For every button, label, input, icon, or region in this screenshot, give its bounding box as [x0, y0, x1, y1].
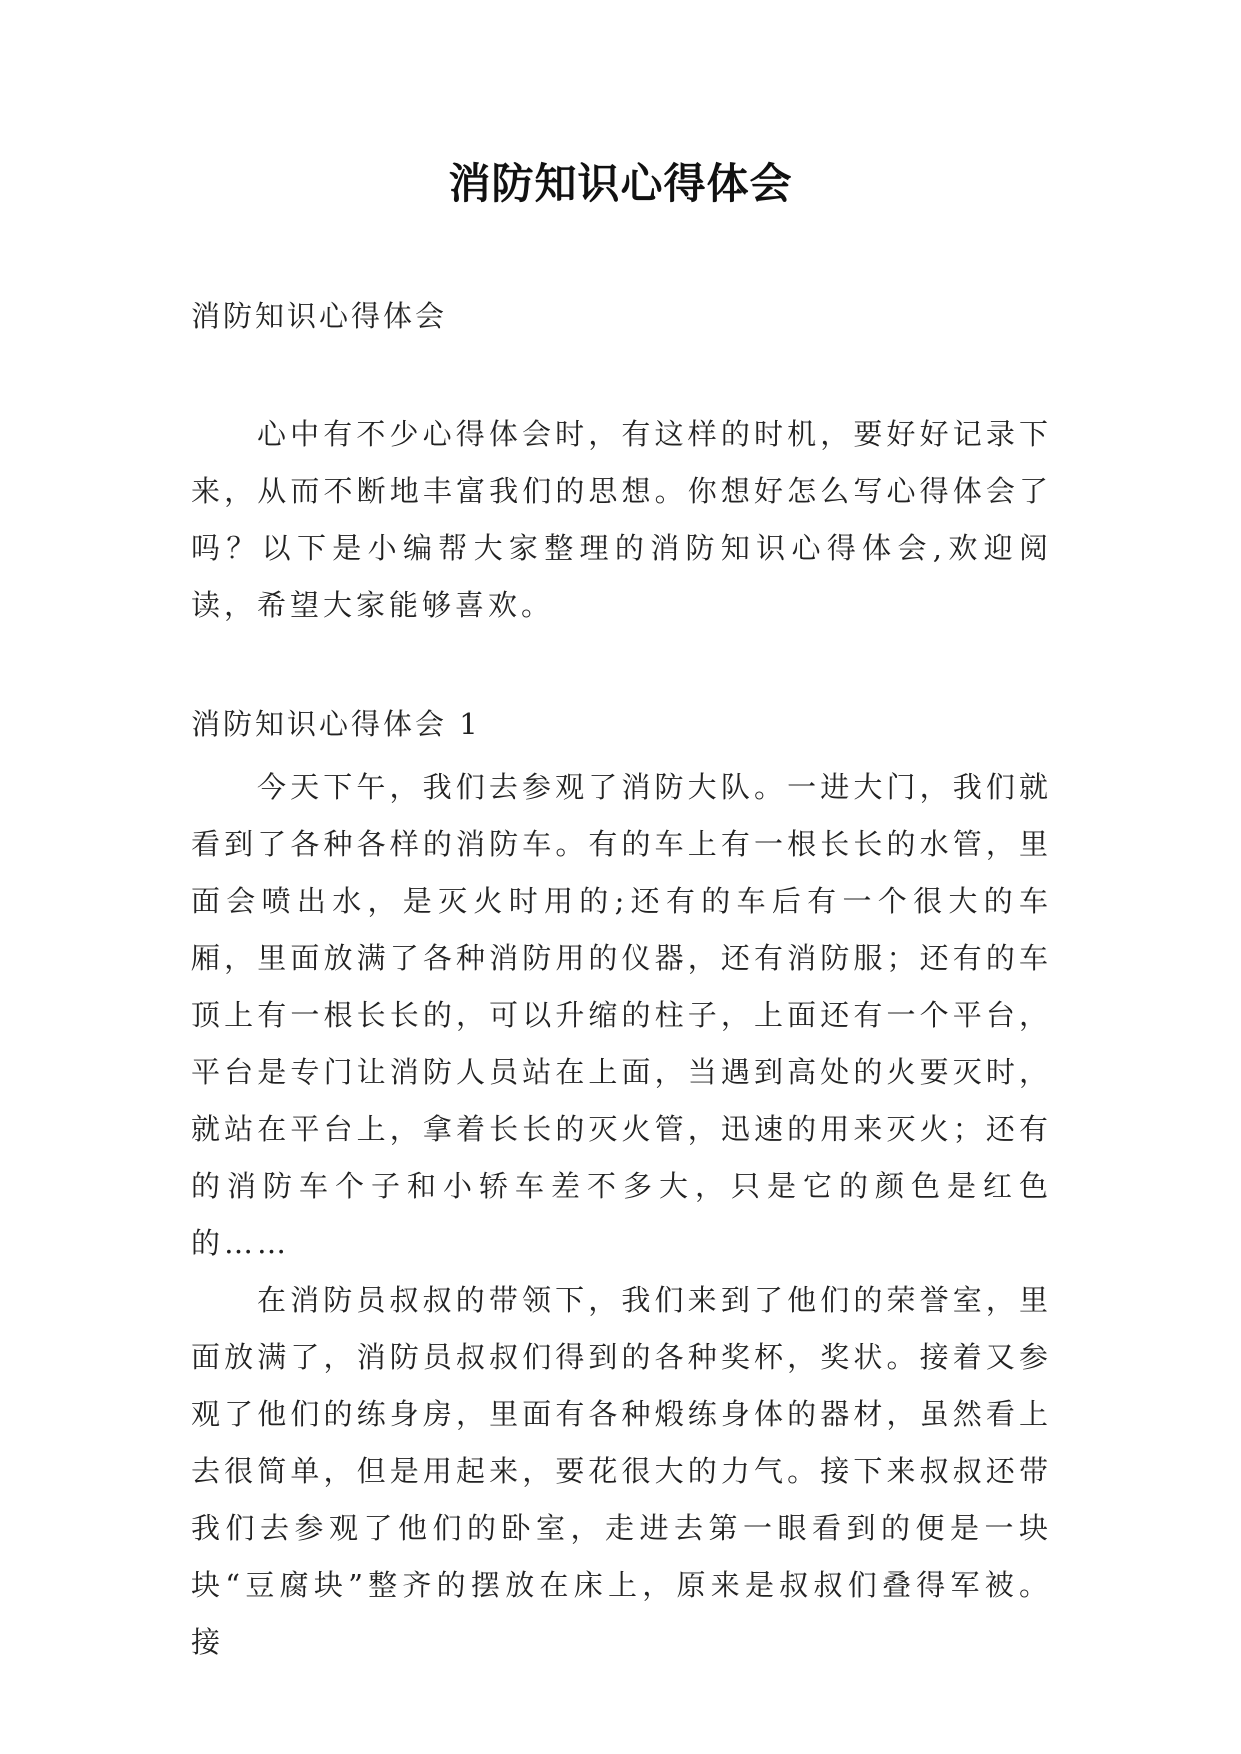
body-paragraph-1: 今天下午，我们去参观了消防大队。一进大门，我们就看到了各种各样的消防车。有的车上有一根长长的水管，里面会喷出水，是灭火时用的;还有的车后有一个很大的车厢，里面放满了各种消防用的仪器，还有消防服；还有的车顶上有一根长长的，可以升缩的柱子，上面还有一个平台，平台是专门让消防人员站在上面，当遇到高处的火要灭时，就站在平台上，拿着长长的灭火管，迅速的用来灭火；还有的消防车个子和小轿车差不多大，只是它的颜色是红色的…… [191, 770, 1052, 1260]
intro-paragraph: 心中有不少心得体会时，有这样的时机，要好好记录下来，从而不断地丰富我们的思想。你想好怎么写心得体会了吗？以下是小编帮大家整理的消防知识心得体会,欢迎阅读，希望大家能够喜欢。 [191, 417, 1052, 622]
section-body [191, 759, 1052, 1671]
document-title: 消防知识心得体会 [448, 159, 793, 208]
document-subtitle: 消防知识心得体会 [191, 299, 448, 333]
body-paragraph-2: 在消防员叔叔的带领下，我们来到了他们的荣誉室，里面放满了，消防员叔叔们得到的各种奖杯，奖状。接着又参观了他们的练身房，里面有各种煅练身体的器材，虽然看上去很简单，但是用起来，要花很大的力气。接下来叔叔还带我们去参观了他们的卧室，走进去第一眼看到的便是一块块“豆腐块”整齐的摆放在床上，原来是叔叔们叠得军被。接 [191, 1283, 1052, 1659]
section-heading: 消防知识心得体会 1 [191, 707, 481, 741]
